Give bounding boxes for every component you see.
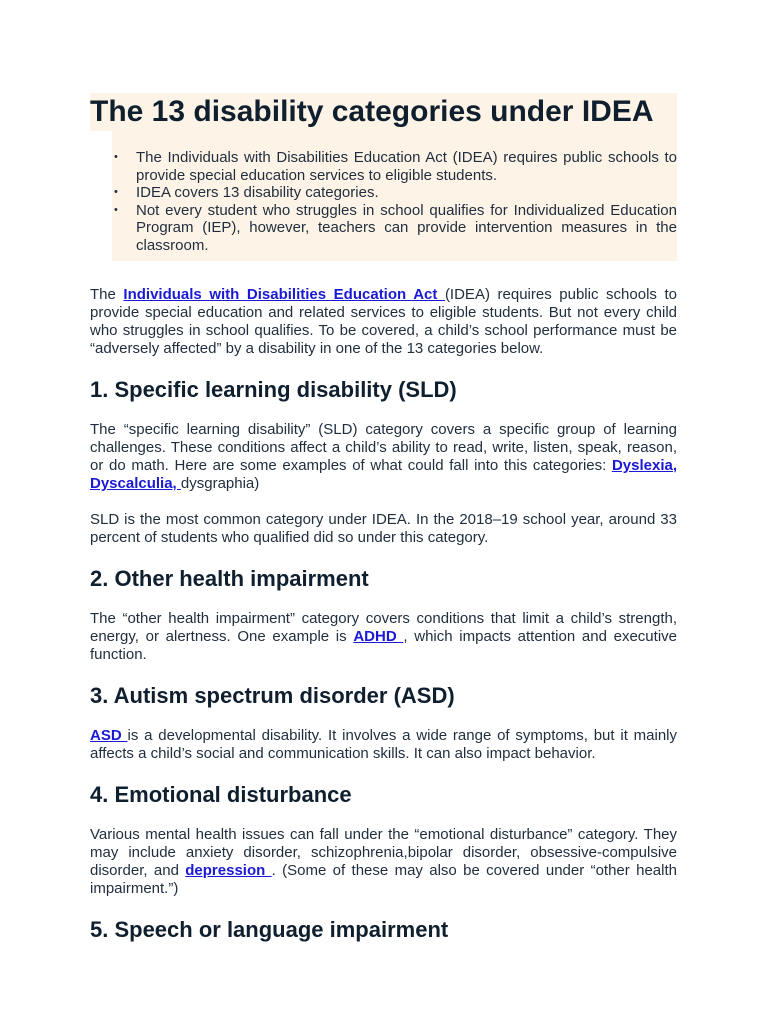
- page-title: The 13 disability categories under IDEA: [90, 93, 677, 131]
- intro-paragraph: The Individuals with Disabilities Education Act (IDEA) requires public schools to provide special education and related services to eligible students. But not every child who struggles in school qualifies. To be covered, a child’s school performance must be “adversely affected” by a disability in one of the 13 categories below.: [90, 285, 677, 357]
- summary-list: [112, 131, 677, 261]
- summary-box: [90, 93, 677, 261]
- section-heading-ed: 4. Emotional disturbance: [90, 781, 352, 807]
- bullet-icon: •: [114, 186, 118, 199]
- ed-paragraph: Various mental health issues can fall under the “emotional disturbance” category. They may include anxiety disorder, schizophrenia,bipolar disorder, obsessive-compulsive disorder, and depression . (Some of these may also be covered under “other health impairment.”): [90, 825, 677, 897]
- bullet-icon: •: [114, 203, 118, 216]
- dyscalculia-link[interactable]: Dyscalculia,: [90, 474, 181, 492]
- dyslexia-link[interactable]: Dyslexia,: [611, 456, 677, 474]
- section-heading-sli: 5. Speech or language impairment: [90, 916, 449, 942]
- section-heading-sld: 1. Specific learning disability (SLD): [90, 376, 457, 402]
- depression-link[interactable]: depression: [185, 861, 272, 879]
- sld-stat-paragraph: SLD is the most common category under IDEA. In the 2018–19 school year, around 33 percent of students who qualified did so under this category.: [90, 510, 677, 546]
- sld-paragraph: The “specific learning disability” (SLD) category covers a specific group of learning challenges. These conditions affect a child’s ability to read, write, listen, speak, reason, or do math. Here are some examples of what could fall into this categories: Dyslexia, Dyscalculia, dysgraphia): [90, 420, 677, 492]
- asd-link[interactable]: ASD: [90, 726, 128, 744]
- section-heading-asd: 3. Autism spectrum disorder (ASD): [90, 682, 455, 708]
- document-page: [90, 93, 677, 943]
- section-heading-ohi: 2. Other health impairment: [90, 565, 369, 591]
- summary-item: • IDEA covers 13 disability categories.: [114, 184, 379, 202]
- summary-item: • Not every student who struggles in school qualifies for Individualized Education Program (IEP), however, teachers can provide intervention measures in the classroom.: [114, 201, 677, 254]
- bullet-icon: •: [114, 151, 118, 163]
- asd-paragraph: ASD is a developmental disability. It involves a wide range of symptoms, but it mainly affects a child’s social and communication skills. It can also impact behavior.: [90, 726, 678, 762]
- adhd-link[interactable]: ADHD: [353, 627, 404, 645]
- ohi-paragraph: The “other health impairment” category covers conditions that limit a child’s strength, energy, or alertness. One example is ADHD , which impacts attention and executive function.: [90, 609, 677, 663]
- summary-item: • The Individuals with Disabilities Education Act (IDEA) requires public schools to provide special education services to eligible students.: [114, 149, 677, 184]
- idea-act-link[interactable]: Individuals with Disabilities Education Act: [123, 285, 445, 303]
